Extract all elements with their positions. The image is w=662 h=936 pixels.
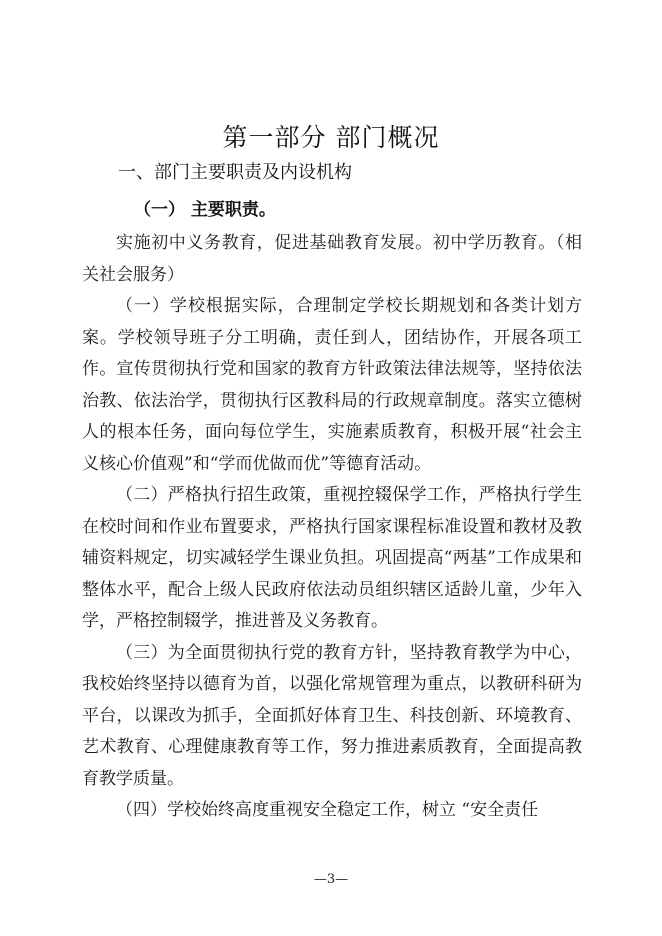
section-heading: 一、部门主要职责及内设机构 [118,162,352,183]
page-title: 第一部分 部门概况 [222,123,440,152]
paragraph-item-3: （三）为全面贯彻执行党的教育方针，坚持教育教学为中心，我校始终坚持以德育为首，以强化常规管理为重点，以教研科研为平台，以课改为抓手，全面抓好体育卫生、科技创新、环境教育、艺术教育、心理健康教育等工作，努力推进素质教育，全面提高教育教学质量。 [82,642,582,789]
body-text [82,228,582,827]
sub-heading: （一） 主要职责。 [134,200,276,220]
paragraph-item-4: （四）学校始终高度重视安全稳定工作，树立 “安全责任 [116,800,539,820]
paragraph-item-2: （二）严格执行招生政策，重视控辍保学工作，严格执行学生在校时间和作业布置要求，严格执行国家课程标准设置和教材及教辅资料规定，切实减轻学生课业负担。巩固提高“两基”工作成果和整体水平，配合上级人民政府依法动员组织辖区适龄儿童，少年入学，严格控制辍学，推进普及义务教育。 [82,485,582,631]
paragraph-item-1: （一）学校根据实际，合理制定学校长期规划和各类计划方案。学校领导班子分工明确，责任到人，团结协作，开展各项工作。宣传贯彻执行党和国家的教育方针政策法律法规等，坚持依法治教、依法治学，贯彻执行区教科局的行政规章制度。落实立德树人的根本任务，面向每位学生，实施素质教育，积极开展“社会主义核心价值观”和“学而优做而优”等德育活动。 [82,296,582,474]
page-number: —3— [313,872,349,887]
paragraph-intro: 实施初中义务教育，促进基础教育发展。初中学历教育。（相关社会服务） [82,233,582,285]
